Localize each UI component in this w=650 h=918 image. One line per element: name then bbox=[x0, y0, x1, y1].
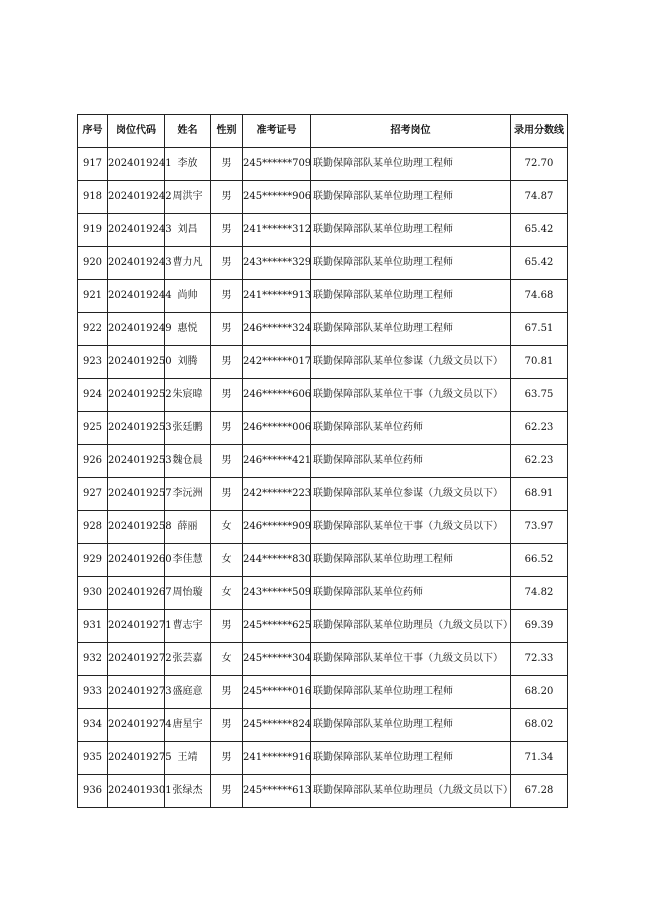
cell-position: 联勤保障部队某单位干事（九级文员以下） bbox=[311, 643, 511, 676]
cell-post-code: 2024019244 bbox=[108, 280, 165, 313]
cell-gender: 男 bbox=[211, 247, 243, 280]
table-row bbox=[78, 247, 568, 280]
header-row bbox=[78, 115, 568, 148]
cell-index: 922 bbox=[78, 313, 108, 346]
cell-gender: 男 bbox=[211, 313, 243, 346]
table-row bbox=[78, 577, 568, 610]
cell-post-code: 2024019253 bbox=[108, 445, 165, 478]
cell-exam-id: 246******324 bbox=[243, 313, 311, 346]
cell-score: 68.20 bbox=[511, 676, 568, 709]
cell-gender: 男 bbox=[211, 775, 243, 808]
cell-post-code: 2024019257 bbox=[108, 478, 165, 511]
cell-gender: 男 bbox=[211, 346, 243, 379]
cell-post-code: 2024019301 bbox=[108, 775, 165, 808]
table-row bbox=[78, 544, 568, 577]
cell-index: 924 bbox=[78, 379, 108, 412]
cell-index: 935 bbox=[78, 742, 108, 775]
cell-score: 71.34 bbox=[511, 742, 568, 775]
cell-position: 联勤保障部队某单位助理工程师 bbox=[311, 742, 511, 775]
cell-post-code: 2024019271 bbox=[108, 610, 165, 643]
table-row bbox=[78, 148, 568, 181]
cell-index: 920 bbox=[78, 247, 108, 280]
cell-gender: 女 bbox=[211, 643, 243, 676]
cell-exam-id: 243******329 bbox=[243, 247, 311, 280]
cell-exam-id: 241******916 bbox=[243, 742, 311, 775]
cell-gender: 男 bbox=[211, 280, 243, 313]
cell-gender: 女 bbox=[211, 511, 243, 544]
cell-position: 联勤保障部队某单位药师 bbox=[311, 445, 511, 478]
cell-exam-id: 246******421 bbox=[243, 445, 311, 478]
cell-exam-id: 243******509 bbox=[243, 577, 311, 610]
cell-index: 931 bbox=[78, 610, 108, 643]
table-row bbox=[78, 610, 568, 643]
table-row bbox=[78, 313, 568, 346]
cell-name: 张绿杰 bbox=[165, 775, 211, 808]
header-gender: 性别 bbox=[211, 115, 243, 148]
cell-position: 联勤保障部队某单位助理员（九级文员以下） bbox=[311, 775, 511, 808]
cell-post-code: 2024019272 bbox=[108, 643, 165, 676]
cell-index: 923 bbox=[78, 346, 108, 379]
cell-gender: 男 bbox=[211, 478, 243, 511]
cell-post-code: 2024019241 bbox=[108, 148, 165, 181]
cell-post-code: 2024019242 bbox=[108, 181, 165, 214]
cell-exam-id: 245******625 bbox=[243, 610, 311, 643]
cell-name: 张廷鹏 bbox=[165, 412, 211, 445]
cell-post-code: 2024019243 bbox=[108, 247, 165, 280]
header-post-code: 岗位代码 bbox=[108, 115, 165, 148]
cell-position: 联勤保障部队某单位药师 bbox=[311, 412, 511, 445]
cell-name: 朱宸暐 bbox=[165, 379, 211, 412]
cell-index: 918 bbox=[78, 181, 108, 214]
cell-score: 66.52 bbox=[511, 544, 568, 577]
table-header bbox=[78, 115, 568, 148]
cell-position: 联勤保障部队某单位助理工程师 bbox=[311, 313, 511, 346]
cell-index: 928 bbox=[78, 511, 108, 544]
cell-score: 65.42 bbox=[511, 247, 568, 280]
cell-index: 934 bbox=[78, 709, 108, 742]
cell-post-code: 2024019250 bbox=[108, 346, 165, 379]
cell-position: 联勤保障部队某单位药师 bbox=[311, 577, 511, 610]
cell-exam-id: 242******017 bbox=[243, 346, 311, 379]
cell-score: 62.23 bbox=[511, 412, 568, 445]
table-row bbox=[78, 742, 568, 775]
cell-index: 936 bbox=[78, 775, 108, 808]
cell-name: 刘昌 bbox=[165, 214, 211, 247]
header-position: 招考岗位 bbox=[311, 115, 511, 148]
cell-score: 62.23 bbox=[511, 445, 568, 478]
cell-name: 刘腾 bbox=[165, 346, 211, 379]
cell-position: 联勤保障部队某单位助理工程师 bbox=[311, 247, 511, 280]
cell-name: 张芸嘉 bbox=[165, 643, 211, 676]
cell-score: 72.33 bbox=[511, 643, 568, 676]
cell-post-code: 2024019249 bbox=[108, 313, 165, 346]
cell-exam-id: 241******312 bbox=[243, 214, 311, 247]
cell-post-code: 2024019252 bbox=[108, 379, 165, 412]
table-row bbox=[78, 643, 568, 676]
cell-score: 67.28 bbox=[511, 775, 568, 808]
cell-index: 929 bbox=[78, 544, 108, 577]
cell-index: 926 bbox=[78, 445, 108, 478]
cell-position: 联勤保障部队某单位助理工程师 bbox=[311, 676, 511, 709]
cell-score: 68.02 bbox=[511, 709, 568, 742]
cell-gender: 男 bbox=[211, 181, 243, 214]
cell-position: 联勤保障部队某单位助理工程师 bbox=[311, 214, 511, 247]
cell-post-code: 2024019260 bbox=[108, 544, 165, 577]
header-index: 序号 bbox=[78, 115, 108, 148]
cell-gender: 男 bbox=[211, 412, 243, 445]
cell-position: 联勤保障部队某单位干事（九级文员以下） bbox=[311, 379, 511, 412]
cell-post-code: 2024019273 bbox=[108, 676, 165, 709]
cell-name: 曹力凡 bbox=[165, 247, 211, 280]
cell-gender: 男 bbox=[211, 148, 243, 181]
cell-name: 惠悦 bbox=[165, 313, 211, 346]
cell-gender: 女 bbox=[211, 544, 243, 577]
cell-position: 联勤保障部队某单位参谋（九级文员以下） bbox=[311, 478, 511, 511]
header-exam-id: 准考证号 bbox=[243, 115, 311, 148]
cell-name: 周怡璇 bbox=[165, 577, 211, 610]
cell-exam-id: 245******824 bbox=[243, 709, 311, 742]
cell-exam-id: 242******223 bbox=[243, 478, 311, 511]
table-row bbox=[78, 379, 568, 412]
table-row bbox=[78, 511, 568, 544]
table-row bbox=[78, 676, 568, 709]
cell-score: 63.75 bbox=[511, 379, 568, 412]
cell-score: 69.39 bbox=[511, 610, 568, 643]
table-row bbox=[78, 346, 568, 379]
cell-gender: 女 bbox=[211, 577, 243, 610]
cell-score: 67.51 bbox=[511, 313, 568, 346]
cell-gender: 男 bbox=[211, 709, 243, 742]
table-row bbox=[78, 709, 568, 742]
cell-index: 925 bbox=[78, 412, 108, 445]
cell-position: 联勤保障部队某单位助理工程师 bbox=[311, 148, 511, 181]
table-body bbox=[78, 148, 568, 808]
cell-exam-id: 245******906 bbox=[243, 181, 311, 214]
cell-post-code: 2024019274 bbox=[108, 709, 165, 742]
table-row bbox=[78, 280, 568, 313]
cell-position: 联勤保障部队某单位助理工程师 bbox=[311, 709, 511, 742]
cell-gender: 男 bbox=[211, 379, 243, 412]
cell-position: 联勤保障部队某单位助理工程师 bbox=[311, 280, 511, 313]
table-row bbox=[78, 478, 568, 511]
table-row bbox=[78, 775, 568, 808]
cell-score: 72.70 bbox=[511, 148, 568, 181]
cell-post-code: 2024019253 bbox=[108, 412, 165, 445]
cell-name: 李佳慧 bbox=[165, 544, 211, 577]
cell-score: 68.91 bbox=[511, 478, 568, 511]
cell-score: 73.97 bbox=[511, 511, 568, 544]
cell-index: 932 bbox=[78, 643, 108, 676]
cell-position: 联勤保障部队某单位助理工程师 bbox=[311, 544, 511, 577]
cell-score: 65.42 bbox=[511, 214, 568, 247]
cell-post-code: 2024019243 bbox=[108, 214, 165, 247]
cell-position: 联勤保障部队某单位干事（九级文员以下） bbox=[311, 511, 511, 544]
header-score: 录用分数线 bbox=[511, 115, 568, 148]
cell-score: 74.82 bbox=[511, 577, 568, 610]
cell-exam-id: 245******709 bbox=[243, 148, 311, 181]
cell-name: 李放 bbox=[165, 148, 211, 181]
cell-exam-id: 245******613 bbox=[243, 775, 311, 808]
cell-name: 唐星宇 bbox=[165, 709, 211, 742]
cell-index: 921 bbox=[78, 280, 108, 313]
cell-name: 曹志宇 bbox=[165, 610, 211, 643]
cell-exam-id: 246******909 bbox=[243, 511, 311, 544]
cell-score: 74.87 bbox=[511, 181, 568, 214]
cell-name: 王靖 bbox=[165, 742, 211, 775]
cell-index: 933 bbox=[78, 676, 108, 709]
cell-score: 74.68 bbox=[511, 280, 568, 313]
cell-name: 尚帅 bbox=[165, 280, 211, 313]
table-row bbox=[78, 412, 568, 445]
cell-name: 周洪宇 bbox=[165, 181, 211, 214]
cell-index: 919 bbox=[78, 214, 108, 247]
table-row bbox=[78, 214, 568, 247]
cell-name: 薛丽 bbox=[165, 511, 211, 544]
cell-exam-id: 245******016 bbox=[243, 676, 311, 709]
header-name: 姓名 bbox=[165, 115, 211, 148]
cell-index: 930 bbox=[78, 577, 108, 610]
cell-name: 李沅洲 bbox=[165, 478, 211, 511]
cell-gender: 男 bbox=[211, 610, 243, 643]
cell-exam-id: 246******606 bbox=[243, 379, 311, 412]
cell-exam-id: 241******913 bbox=[243, 280, 311, 313]
cell-position: 联勤保障部队某单位参谋（九级文员以下） bbox=[311, 346, 511, 379]
score-table bbox=[77, 114, 568, 808]
cell-position: 联勤保障部队某单位助理工程师 bbox=[311, 181, 511, 214]
cell-gender: 男 bbox=[211, 676, 243, 709]
cell-gender: 男 bbox=[211, 445, 243, 478]
cell-score: 70.81 bbox=[511, 346, 568, 379]
cell-index: 917 bbox=[78, 148, 108, 181]
cell-post-code: 2024019267 bbox=[108, 577, 165, 610]
table-row bbox=[78, 181, 568, 214]
cell-post-code: 2024019258 bbox=[108, 511, 165, 544]
cell-position: 联勤保障部队某单位助理员（九级文员以下） bbox=[311, 610, 511, 643]
cell-exam-id: 246******006 bbox=[243, 412, 311, 445]
cell-gender: 男 bbox=[211, 742, 243, 775]
cell-name: 盛庭意 bbox=[165, 676, 211, 709]
cell-index: 927 bbox=[78, 478, 108, 511]
table-row bbox=[78, 445, 568, 478]
cell-exam-id: 245******304 bbox=[243, 643, 311, 676]
cell-post-code: 2024019275 bbox=[108, 742, 165, 775]
cell-gender: 男 bbox=[211, 214, 243, 247]
cell-exam-id: 244******830 bbox=[243, 544, 311, 577]
cell-name: 魏仓晨 bbox=[165, 445, 211, 478]
